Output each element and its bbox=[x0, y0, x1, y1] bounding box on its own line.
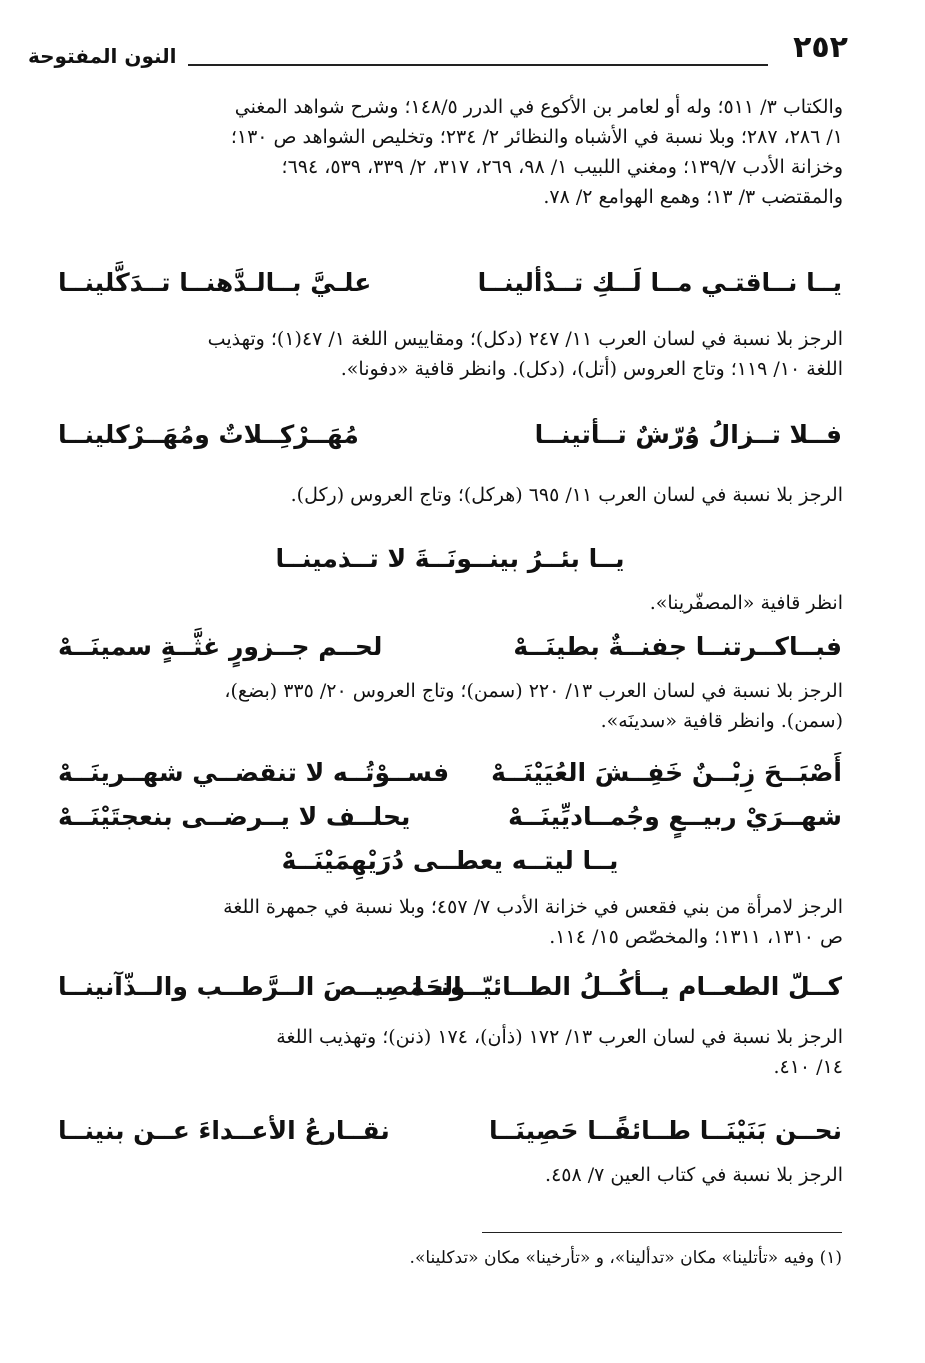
verse-line bbox=[58, 972, 842, 1016]
text-line: الرجز لامرأة من بني فقعس في خزانة الأدب ٧/ ٤٥٧؛ وبلا نسبة في جمهرة اللغة bbox=[223, 896, 843, 918]
verse-first-hemistich: شهــرَيْ ربيــعٍ وجُمــاديِّينَــهْ bbox=[508, 802, 842, 831]
citation-paragraph bbox=[48, 480, 843, 510]
verse-line bbox=[58, 420, 842, 464]
text-line: اللغة ١٠/ ١١٩؛ وتاج العروس (أتل)، (دكل). وانظر قافية «دفونا». bbox=[340, 358, 843, 380]
citation-paragraph bbox=[48, 1160, 843, 1190]
running-title: النون المفتوحة bbox=[28, 44, 177, 68]
verse-first-hemistich: نحــن بَنَيْنَــا طــائفًــا حَصِينَــا bbox=[488, 1116, 842, 1145]
citation-paragraph bbox=[48, 92, 843, 212]
verse-single: يــا ليتــه يعطــى دُرَيْهِمَيْنَــهْ bbox=[281, 846, 619, 875]
text-line: وخزانة الأدب ١٣٩/٧؛ ومغني اللبيب ١/ ٩٨، ٢٦٩، ٣١٧، ٢/ ٣٣٩، ٥٣٩، ٦٩٤؛ bbox=[281, 156, 843, 178]
verse-second-hemistich: يحلــف لا يــرضــى بنعجتَيْنَــهْ bbox=[58, 802, 411, 831]
verse-line bbox=[58, 544, 842, 588]
text-line: الرجز بلا نسبة في لسان العرب ١٣/ ١٧٢ (ذأن)، ١٧٤ (ذنن)؛ وتهذيب اللغة bbox=[276, 1026, 843, 1048]
verse-first-hemistich: أَصْبَــحَ زِبْــنٌ خَفِــشَ العُيَيْنَــهْ bbox=[491, 758, 842, 787]
page-number: ٢٥٢ bbox=[793, 30, 848, 65]
verse-line bbox=[58, 268, 842, 312]
verse-line bbox=[58, 846, 842, 890]
citation-paragraph bbox=[48, 676, 843, 736]
verse-line bbox=[58, 802, 842, 846]
text-line: الرجز بلا نسبة في لسان العرب ١١/ ٦٩٥ (هركل)؛ وتاج العروس (ركل). bbox=[290, 484, 843, 506]
text-line: ١٤/ ٤١٠. bbox=[773, 1056, 843, 1078]
verse-second-hemistich: نقــارعُ الأعــداءَ عــن بنينــا bbox=[58, 1116, 390, 1145]
verse-first-hemistich: فبــاكــرتنــا جفنــةٌ بطينَــهْ bbox=[513, 632, 842, 661]
text-line: ١/ ٢٨٦، ٢٨٧؛ وبلا نسبة في الأشباه والنظائر ٢/ ٢٣٤؛ وتخليص الشواهد ص ١٣٠؛ bbox=[230, 126, 843, 148]
text-line: الرجز بلا نسبة في لسان العرب ١١/ ٢٤٧ (دكل)؛ ومقاييس اللغة ١/ ٤٧(١)؛ وتهذيب bbox=[207, 328, 843, 350]
text-line: والكتاب ٣/ ٥١١؛ وله أو لعامر بن الأكوع في الدرر ١٤٨/٥؛ وشرح شواهد المغني bbox=[234, 96, 843, 118]
verse-second-hemistich: فســوْتُــه لا تنقضــي شهــرينَــهْ bbox=[58, 758, 450, 787]
verse-single: يــا بئــرُ بينــونَــةَ لا تــذمينــا bbox=[275, 544, 625, 573]
citation-paragraph bbox=[48, 324, 843, 384]
verse-second-hemistich: مُهَــرْكِــلاتٌ ومُهَــرْكلينــا bbox=[58, 420, 359, 449]
verse-first-hemistich: كــلّ الطعــام يــأكُــلُ الطــائيّــونــا bbox=[413, 972, 842, 1001]
verse-line bbox=[58, 1116, 842, 1160]
citation-paragraph bbox=[48, 892, 843, 952]
verse-first-hemistich: يــا نــاقتـي مــا لَــكِ تــدْألينــا bbox=[477, 268, 842, 297]
verse-second-hemistich: الحَمَصِيــصَ الــرَّطــب والــذّآنينــا bbox=[58, 972, 462, 1001]
footnote-rule bbox=[482, 1232, 842, 1233]
text-line: والمقتضب ٣/ ١٣؛ وهمع الهوامع ٢/ ٧٨. bbox=[543, 186, 843, 208]
text-line: ص ١٣١٠، ١٣١١؛ والمخصّص ١٥/ ١١٤. bbox=[549, 926, 843, 948]
citation-paragraph bbox=[48, 588, 843, 618]
verse-second-hemistich: علـيَّ بــالـدَّهنــا تــدَكَّلينــا bbox=[58, 268, 372, 297]
verse-first-hemistich: فــلا تــزالُ وُرّشٌ تــأتينــا bbox=[534, 420, 842, 449]
page-header bbox=[28, 30, 848, 70]
text-line: الرجز بلا نسبة في كتاب العين ٧/ ٤٥٨. bbox=[545, 1164, 843, 1186]
verse-second-hemistich: لحــم جــزورٍ غثَّــةٍ سمينَــهْ bbox=[58, 632, 383, 661]
text-line: انظر قافية «المصفّرينا». bbox=[649, 592, 843, 614]
header-rule bbox=[188, 64, 768, 66]
verse-line bbox=[58, 632, 842, 676]
verse-line bbox=[58, 758, 842, 802]
text-line: (سمن). وانظر قافية «سدينَه». bbox=[600, 710, 843, 732]
citation-paragraph bbox=[48, 1022, 843, 1082]
text-line: الرجز بلا نسبة في لسان العرب ١٣/ ٢٢٠ (سمن)؛ وتاج العروس ٢٠/ ٣٣٥ (بضع)، bbox=[224, 680, 843, 702]
footnote: (١) وفيه «تأتلينا» مكان «تدألينا»، و «تأرخينا» مكان «تدكلينا». bbox=[409, 1248, 842, 1268]
